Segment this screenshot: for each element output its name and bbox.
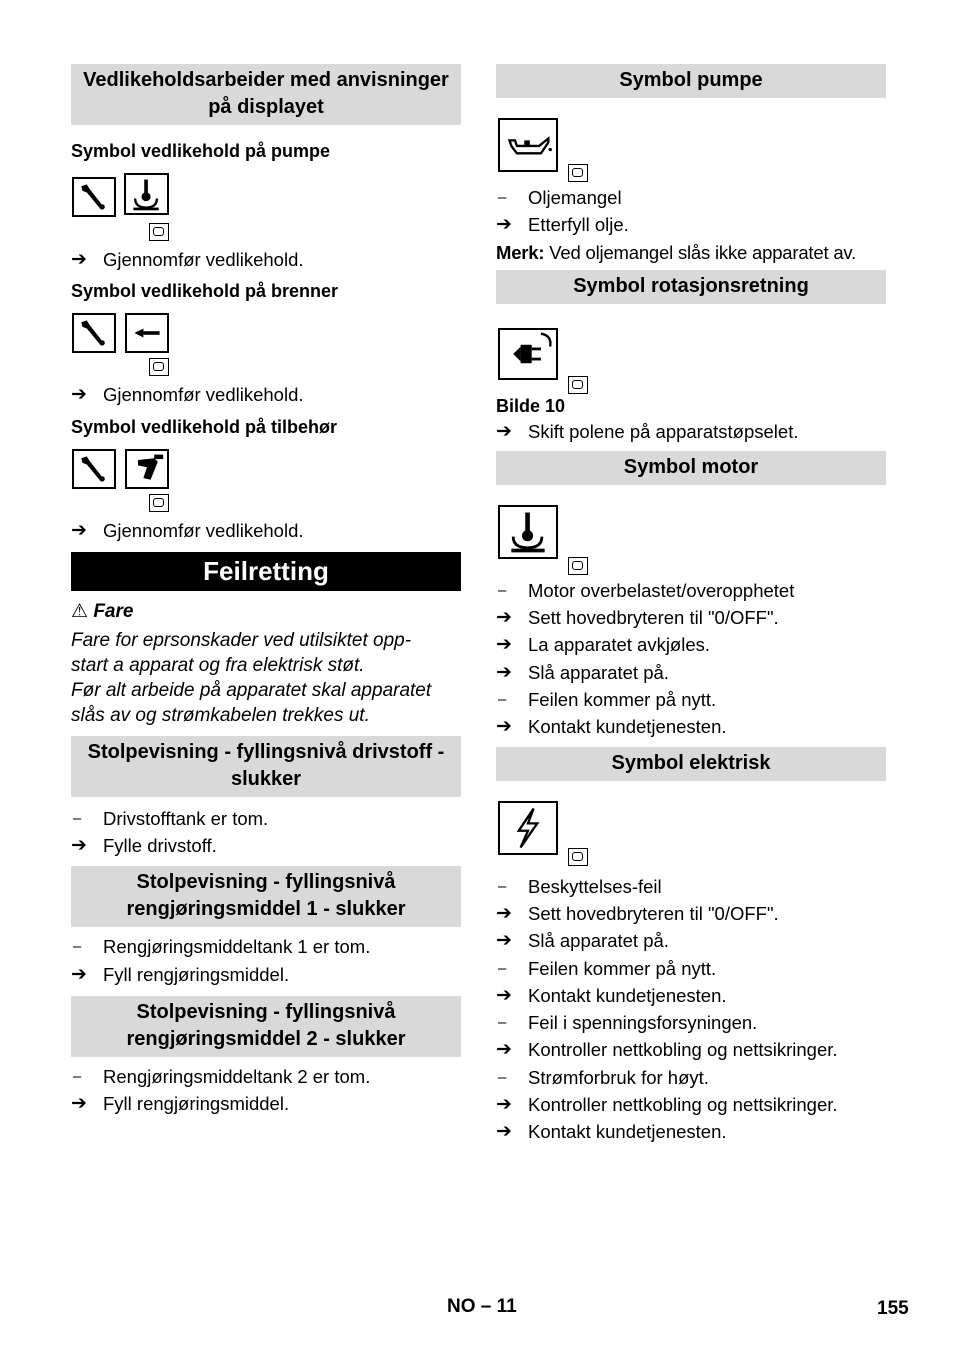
burner-maint-title: Symbol vedlikehold på brenner bbox=[71, 281, 339, 302]
display-badge-icon bbox=[568, 376, 588, 394]
list-item: ➔ Kontakt kundetjenesten. bbox=[496, 713, 886, 740]
burner-maint-action: ➔ Gjennomfør vedlikehold. bbox=[71, 381, 461, 408]
arrow-icon: ➔ bbox=[496, 1039, 512, 1061]
display-badge-icon bbox=[149, 223, 169, 241]
dash-icon: – bbox=[498, 1068, 507, 1086]
pump-icons bbox=[496, 118, 886, 184]
pump-maint-icons bbox=[71, 173, 461, 246]
spray-gun-icon bbox=[125, 449, 169, 489]
electrical-icons bbox=[496, 801, 886, 873]
display-badge-icon bbox=[149, 358, 169, 376]
troubleshooting-heading: Feilretting bbox=[71, 552, 461, 591]
arrow-icon: ➔ bbox=[496, 420, 512, 442]
list-item: – Beskyttelses-feil bbox=[496, 873, 886, 900]
warning-line: start a apparat og fra elektrisk støt. bbox=[71, 654, 365, 676]
list-item: ➔ Etterfyll olje. bbox=[496, 211, 886, 238]
dash-icon: – bbox=[498, 691, 507, 709]
arrow-icon: ➔ bbox=[496, 930, 512, 952]
wrench-icon bbox=[72, 449, 116, 489]
list-item: – Rengjøringsmiddeltank 2 er tom. bbox=[71, 1063, 461, 1090]
electrical-header: Symbol elektrisk bbox=[496, 747, 886, 781]
display-badge-icon bbox=[568, 557, 588, 575]
dash-icon: – bbox=[73, 938, 82, 956]
pump-header: Symbol pumpe bbox=[496, 64, 886, 98]
list-item: – Motor overbelastet/overopphetet bbox=[496, 577, 886, 604]
page-number: 155 bbox=[877, 1298, 909, 1319]
list-item: – Feilen kommer på nytt. bbox=[496, 955, 886, 982]
list-item: ➔ Kontakt kundetjenesten. bbox=[496, 1118, 886, 1145]
dash-icon: – bbox=[498, 581, 507, 599]
fuel-level-list bbox=[71, 805, 461, 860]
list-item: – Oljemangel bbox=[496, 184, 886, 211]
list-item: ➔ Kontroller nettkobling og nettsikringer. bbox=[496, 1036, 886, 1063]
list-item: – Strømforbruk for høyt. bbox=[496, 1064, 886, 1091]
list-item: ➔ Sett hovedbryteren til "0/OFF". bbox=[496, 604, 886, 631]
detergent2-header: Stolpevisning - fyllingsnivå rengjøringsmiddel 2 - slukker bbox=[71, 996, 461, 1057]
dash-icon: – bbox=[73, 1068, 82, 1086]
arrow-icon: ➔ bbox=[496, 634, 512, 656]
warning-line: slås av og strømkabelen trekkes ut. bbox=[71, 704, 370, 726]
wrench-icon bbox=[72, 177, 116, 217]
list-item: ➔ Skift polene på apparatstøpselet. bbox=[496, 418, 886, 445]
arrow-icon: ➔ bbox=[496, 984, 512, 1006]
list-item: – Drivstofftank er tom. bbox=[71, 805, 461, 832]
acc-maint-title: Symbol vedlikehold på tilbehør bbox=[71, 416, 338, 437]
list-item: – Rengjøringsmiddeltank 1 er tom. bbox=[71, 933, 461, 960]
dash-icon: – bbox=[498, 189, 507, 206]
burner-icon bbox=[125, 313, 169, 353]
warning-line: Før alt arbeide på apparatet skal apparatet bbox=[71, 679, 432, 701]
detergent1-list bbox=[71, 933, 461, 988]
arrow-icon: ➔ bbox=[71, 249, 87, 270]
pump-maint-action: ➔ Gjennomfør vedlikehold. bbox=[71, 246, 461, 273]
arrow-icon: ➔ bbox=[71, 963, 87, 985]
display-badge-icon bbox=[568, 164, 588, 182]
arrow-icon: ➔ bbox=[496, 214, 512, 236]
plug-rotation-icon bbox=[498, 328, 558, 380]
list-item: ➔ Kontroller nettkobling og nettsikringer. bbox=[496, 1091, 886, 1118]
list-item: ➔ La apparatet avkjøles. bbox=[496, 631, 886, 658]
acc-maint-icons bbox=[71, 449, 461, 517]
list-item: ➔ Sett hovedbryteren til "0/OFF". bbox=[496, 900, 886, 927]
arrow-icon: ➔ bbox=[71, 835, 87, 857]
list-item: ➔ Slå apparatet på. bbox=[496, 927, 886, 954]
dash-icon: – bbox=[73, 809, 82, 827]
burner-maint-icons bbox=[71, 313, 461, 381]
section-page-label: NO – 11 bbox=[447, 1296, 517, 1317]
oil-note: Merk: Ved oljemangel slås ikke apparatet av. bbox=[496, 241, 857, 263]
electrical-list bbox=[496, 873, 886, 1146]
motor-temp-icon bbox=[124, 173, 169, 215]
arrow-icon: ➔ bbox=[496, 661, 512, 683]
dash-icon: – bbox=[498, 959, 507, 977]
arrow-icon: ➔ bbox=[71, 384, 87, 406]
arrow-icon: ➔ bbox=[496, 607, 512, 629]
display-badge-icon bbox=[568, 848, 588, 866]
fuel-level-header: Stolpevisning - fyllingsnivå drivstoff - slukker bbox=[71, 736, 461, 797]
warning-line: Fare for eprsonskader ved utilsiktet opp- bbox=[71, 629, 412, 651]
motor-header: Symbol motor bbox=[496, 451, 886, 485]
warning-triangle-icon: ⚠ bbox=[71, 600, 89, 622]
maint-header: Vedlikeholdsarbeider med anvisninger på displayet bbox=[71, 64, 461, 125]
acc-maint-action: ➔ Gjennomfør vedlikehold. bbox=[71, 517, 461, 544]
arrow-icon: ➔ bbox=[496, 1121, 512, 1143]
right-column bbox=[496, 64, 886, 1146]
warning-label: ⚠ Fare bbox=[71, 600, 134, 622]
display-badge-icon bbox=[149, 494, 169, 512]
list-item: – Feilen kommer på nytt. bbox=[496, 686, 886, 713]
left-column bbox=[71, 64, 461, 1118]
rotation-icons bbox=[496, 324, 886, 394]
dash-icon: – bbox=[498, 1014, 507, 1032]
figure-caption: Bilde 10 bbox=[496, 395, 566, 416]
arrow-icon: ➔ bbox=[496, 716, 512, 738]
wrench-icon bbox=[72, 313, 116, 353]
list-item: ➔ Fyll rengjøringsmiddel. bbox=[71, 1090, 461, 1117]
arrow-icon: ➔ bbox=[496, 902, 512, 924]
pump-maint-title: Symbol vedlikehold på pumpe bbox=[71, 141, 331, 161]
lightning-icon bbox=[498, 801, 558, 855]
arrow-icon: ➔ bbox=[71, 519, 87, 541]
oil-can-icon bbox=[498, 118, 558, 172]
list-item: ➔ Slå apparatet på. bbox=[496, 659, 886, 686]
rotation-header: Symbol rotasjonsretning bbox=[496, 270, 886, 304]
arrow-icon: ➔ bbox=[71, 1093, 87, 1115]
list-item: ➔ Fyll rengjøringsmiddel. bbox=[71, 961, 461, 988]
dash-icon: – bbox=[498, 877, 507, 895]
detergent1-header: Stolpevisning - fyllingsnivå rengjøringsmiddel 1 - slukker bbox=[71, 866, 461, 927]
list-item: ➔ Fylle drivstoff. bbox=[71, 832, 461, 859]
arrow-icon: ➔ bbox=[496, 1094, 512, 1116]
list-item: – Feil i spenningsforsyningen. bbox=[496, 1009, 886, 1036]
detergent2-list bbox=[71, 1063, 461, 1118]
motor-temp-icon bbox=[498, 505, 558, 559]
list-item: ➔ Kontakt kundetjenesten. bbox=[496, 982, 886, 1009]
motor-icons bbox=[496, 505, 886, 577]
motor-list bbox=[496, 577, 886, 741]
